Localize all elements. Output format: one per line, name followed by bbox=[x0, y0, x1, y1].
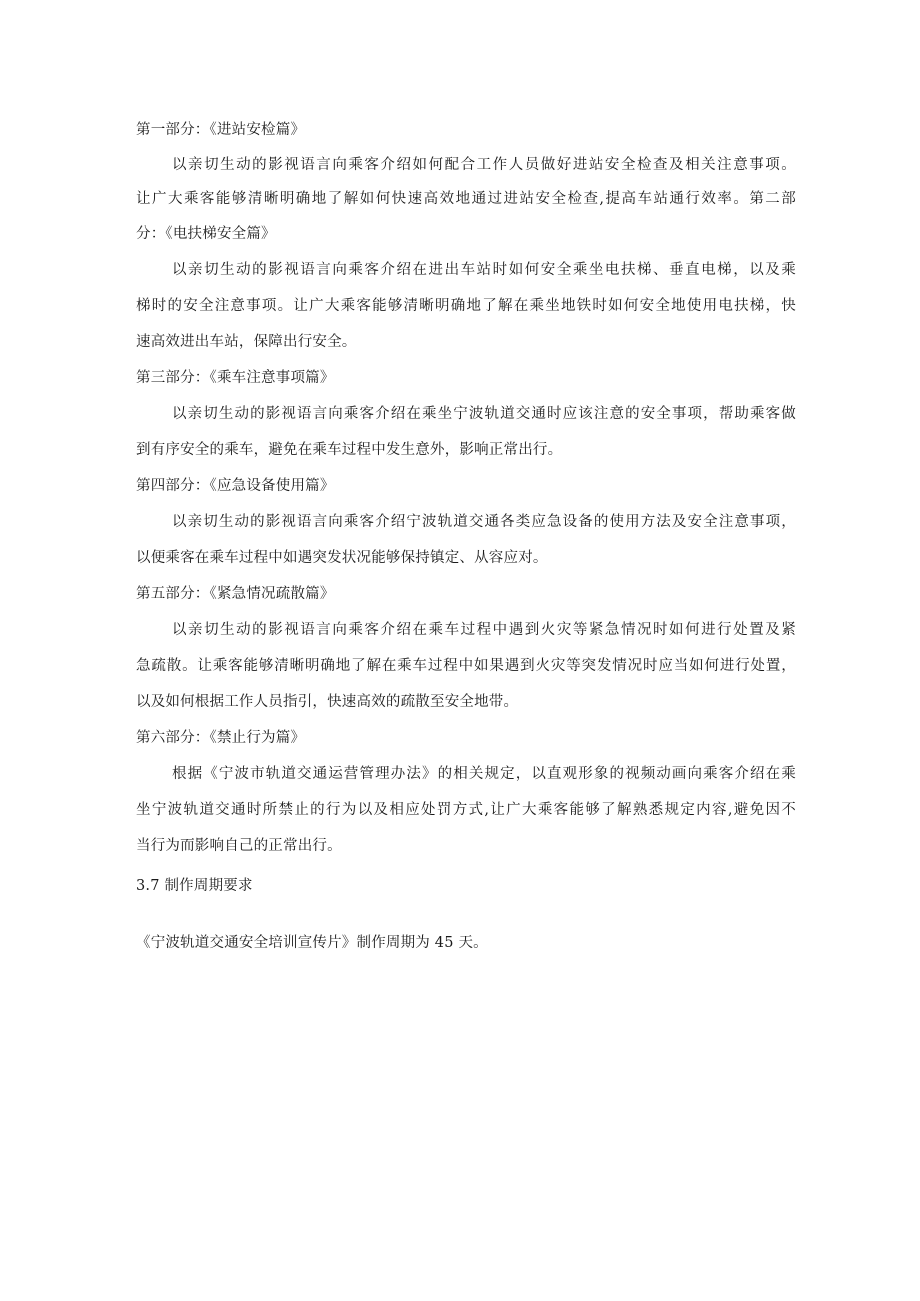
section-heading-1: 第一部分：《进站安检篇》 bbox=[136, 122, 306, 138]
paragraph-line: 以及如何根据工作人员指引，快速高效的疏散至安全地带。 bbox=[136, 694, 519, 710]
section-heading-3: 第三部分：《乘车注意事项篇》 bbox=[136, 370, 335, 386]
paragraph-line: 以亲切生动的影视语言向乘客介绍在进出车站时如何安全乘坐电扶梯、垂直电梯，以及乘 bbox=[172, 262, 796, 278]
section-heading-3-7: 3.7 制作周期要求 bbox=[136, 878, 253, 894]
section-heading-5: 第五部分：《紧急情况疏散篇》 bbox=[136, 586, 335, 602]
production-cycle-text: 《宁波轨道交通安全培训宣传片》制作周期为 45 天。 bbox=[136, 935, 488, 951]
paragraph-line: 以亲切生动的影视语言向乘客介绍在乘车过程中遇到火灾等紧急情况时如何进行处置及紧 bbox=[172, 622, 796, 638]
paragraph-line: 以便乘客在乘车过程中如遇突发状况能够保持镇定、从容应对。 bbox=[136, 550, 548, 566]
section-heading-2: 分：《电扶梯安全篇》 bbox=[136, 226, 276, 242]
paragraph-line: 以亲切生动的影视语言向乘客介绍如何配合工作人员做好进站安全检查及相关注意事项。 bbox=[172, 157, 796, 173]
paragraph-line: 以亲切生动的影视语言向乘客介绍宁波轨道交通各类应急设备的使用方法及安全注意事项， bbox=[172, 514, 796, 530]
paragraph-line: 急疏散。让乘客能够清晰明确地了解在乘车过程中如果遇到火灾等突发情况时应当如何进行处置， bbox=[136, 658, 796, 674]
paragraph-line: 梯时的安全注意事项。让广大乘客能够清晰明确地了解在乘坐地铁时如何安全地使用电扶梯，快 bbox=[136, 298, 796, 314]
paragraph-line: 到有序安全的乘车，避免在乘车过程中发生意外，影响正常出行。 bbox=[136, 442, 563, 458]
paragraph-line: 让广大乘客能够清晰明确地了解如何快速高效地通过进站安全检查,提高车站通行效率。第二部 bbox=[136, 191, 796, 207]
paragraph-line: 当行为而影响自己的正常出行。 bbox=[136, 838, 342, 854]
section-heading-6: 第六部分：《禁止行为篇》 bbox=[136, 730, 306, 746]
paragraph-line: 根据《宁波市轨道交通运营管理办法》的相关规定，以直观形象的视频动画向乘客介绍在乘 bbox=[172, 766, 796, 782]
section-heading-4: 第四部分：《应急设备使用篇》 bbox=[136, 478, 335, 494]
paragraph-line: 速高效进出车站，保障出行安全。 bbox=[136, 334, 357, 350]
paragraph-line: 以亲切生动的影视语言向乘客介绍在乘坐宁波轨道交通时应该注意的安全事项，帮助乘客做 bbox=[172, 406, 796, 422]
paragraph-line: 坐宁波轨道交通时所禁止的行为以及相应处罚方式,让广大乘客能够了解熟悉规定内容,避免因不 bbox=[136, 802, 796, 818]
